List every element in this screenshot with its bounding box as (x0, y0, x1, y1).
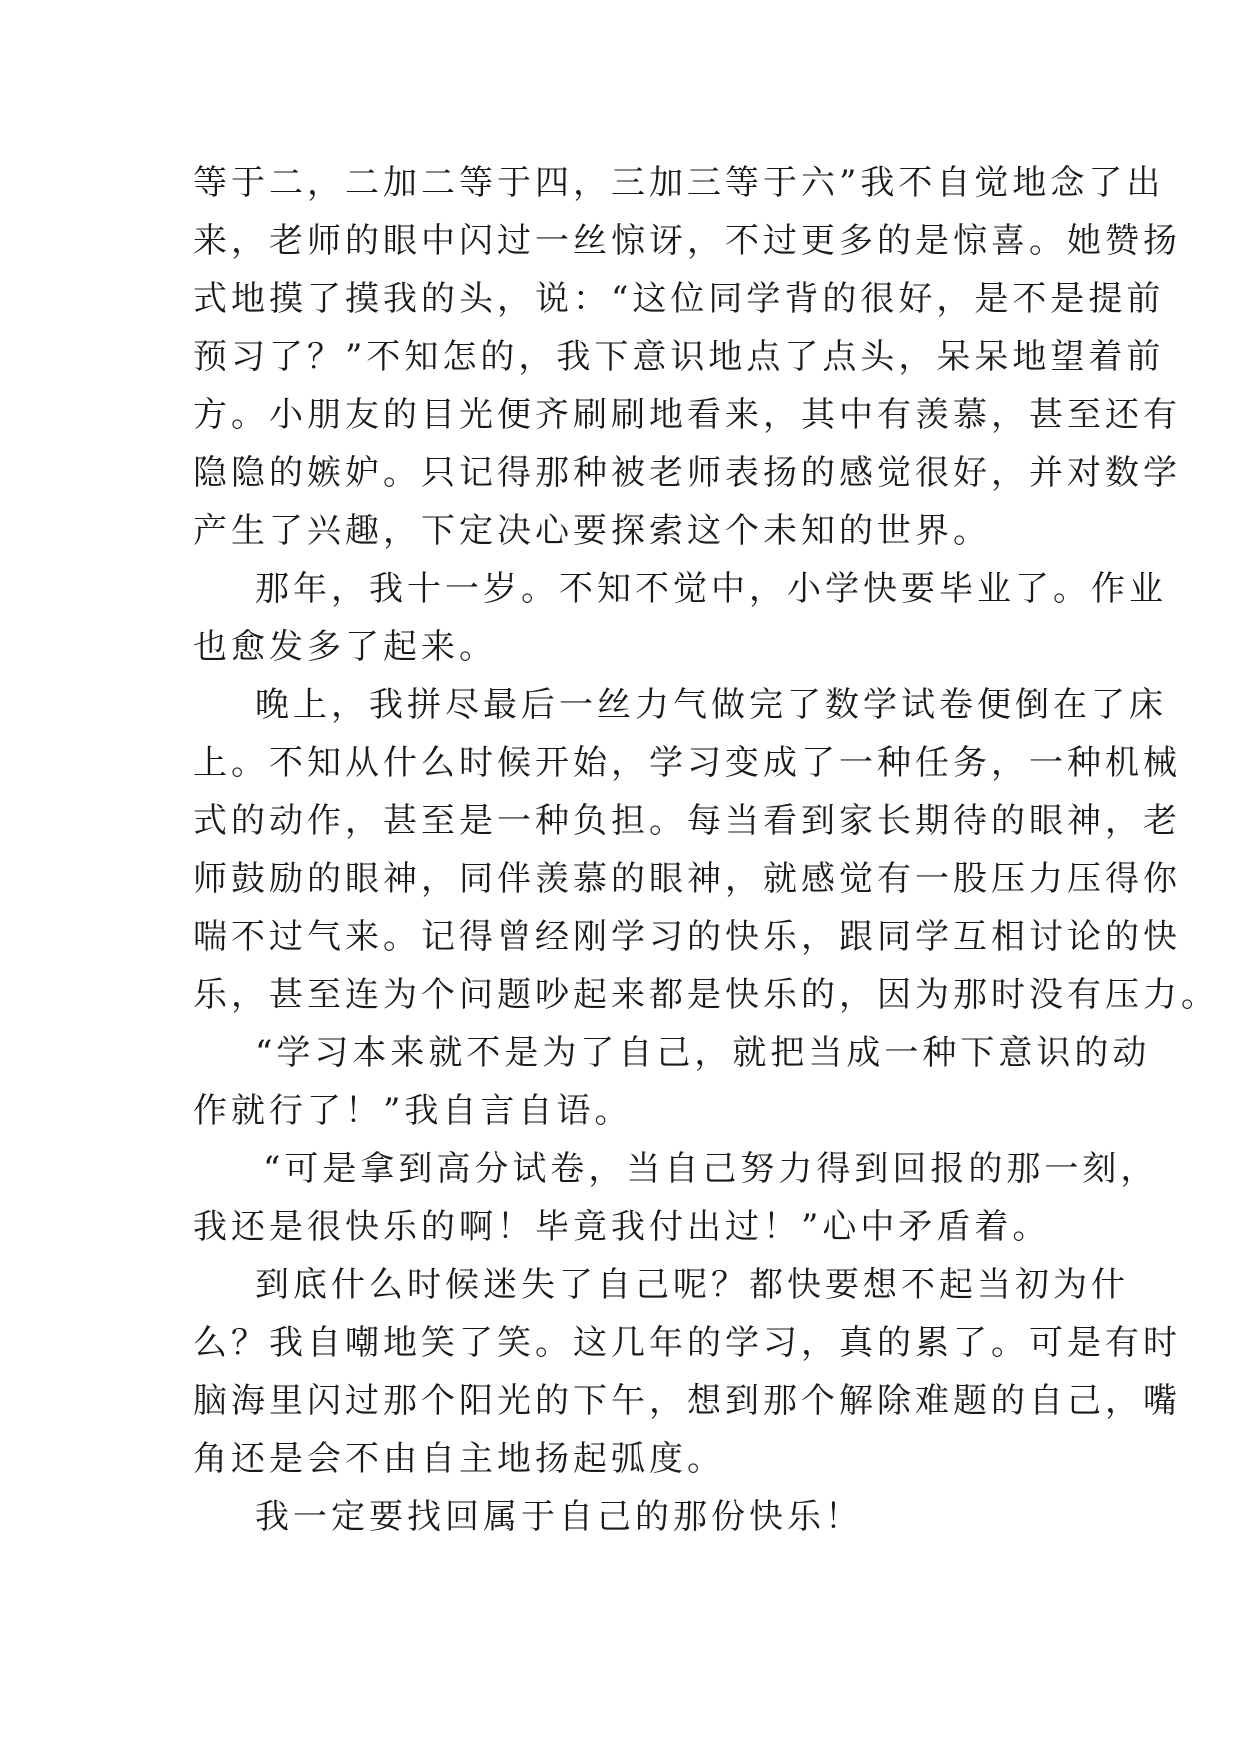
text-line: 乐，甚至连为个问题吵起来都是快乐的，因为那时没有压力。 (193, 975, 1219, 1015)
text-line: 我还是很快乐的啊！毕竟我付出过！”心中矛盾着。 (193, 1207, 1051, 1247)
text-line: 师鼓励的眼神，同伴羡慕的眼神，就感觉有一股压力压得你 (193, 859, 1181, 899)
text-line: 上。不知从什么时候开始，学习变成了一种任务，一种机械 (193, 743, 1181, 783)
text-line: 脑海里闪过那个阳光的下午，想到那个解除难题的自己，嘴 (193, 1381, 1181, 1421)
text-line: 也愈发多了起来。 (193, 627, 497, 667)
text-line: 角还是会不由自主地扬起弧度。 (193, 1439, 725, 1479)
paragraph-start-line: 我一定要找回属于自己的那份快乐！ (255, 1497, 863, 1537)
text-line: 产生了兴趣，下定决心要探索这个未知的世界。 (193, 511, 991, 551)
paragraph-start-line: 到底什么时候迷失了自己呢？都快要想不起当初为什 (255, 1265, 1129, 1305)
text-line: 方。小朋友的目光便齐刷刷地看来，其中有羡慕，甚至还有 (193, 395, 1181, 435)
text-line: 么？我自嘲地笑了笑。这几年的学习，真的累了。可是有时 (193, 1323, 1181, 1363)
text-line: 等于二，二加二等于四，三加三等于六”我不自觉地念了出 (193, 163, 1165, 203)
paragraph-start-line: 那年，我十一岁。不知不觉中，小学快要毕业了。作业 (255, 569, 1167, 609)
text-line: 作就行了！”我自言自语。 (193, 1091, 633, 1131)
text-line: 来，老师的眼中闪过一丝惊讶，不过更多的是惊喜。她赞扬 (193, 221, 1181, 261)
text-line: 预习了？”不知怎的，我下意识地点了点头，呆呆地望着前 (193, 337, 1165, 377)
text-line: 隐隐的嫉妒。只记得那种被老师表扬的感觉很好，并对数学 (193, 453, 1181, 493)
paragraph-start-line: “可是拿到高分试卷，当自己努力得到回报的那一刻， (263, 1149, 1159, 1189)
text-line: 式地摸了摸我的头，说：“这位同学背的很好，是不是提前 (193, 279, 1165, 319)
essay-body (193, 154, 1219, 1546)
paragraph-start-line: “学习本来就不是为了自己，就把当成一种下意识的动 (255, 1033, 1151, 1073)
text-line: 式的动作，甚至是一种负担。每当看到家长期待的眼神，老 (193, 801, 1181, 841)
text-line: 喘不过气来。记得曾经刚学习的快乐，跟同学互相讨论的快 (193, 917, 1181, 957)
paragraph-start-line: 晚上，我拼尽最后一丝力气做完了数学试卷便倒在了床 (255, 685, 1167, 725)
